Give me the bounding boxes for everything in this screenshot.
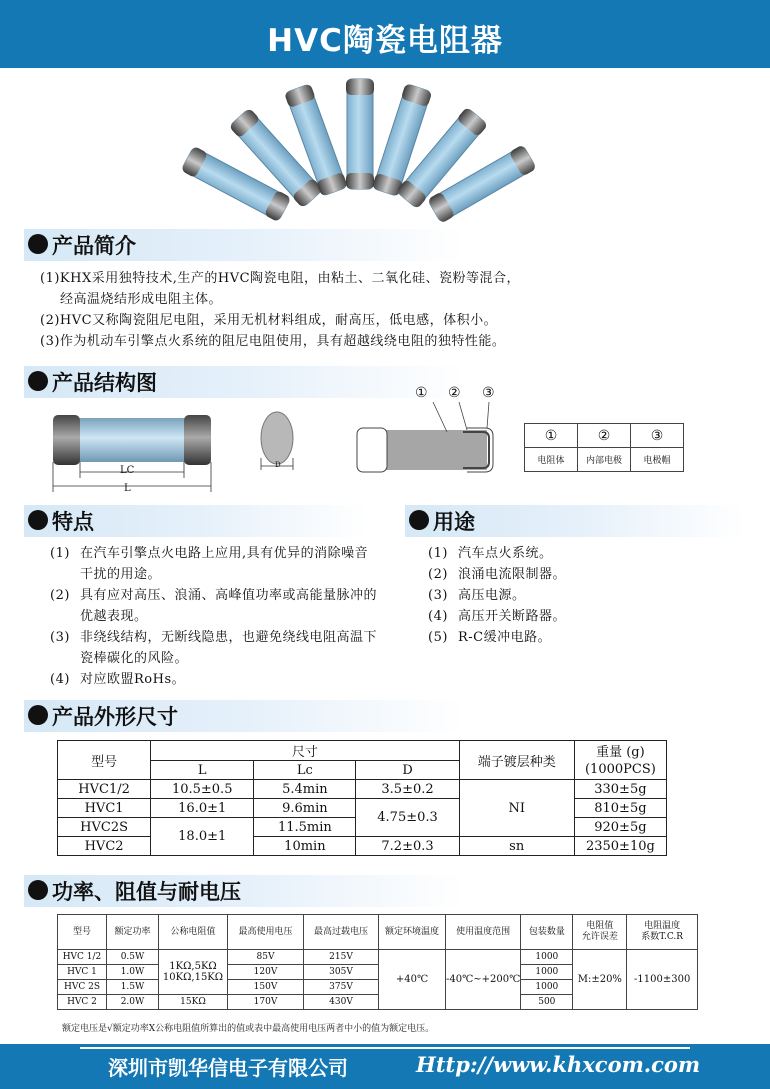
pw-cell-over-v: 305V (304, 965, 379, 980)
dim-cell-l-merged: 18.0±1 (151, 818, 254, 856)
pw-cell-power: 2.0W (107, 995, 159, 1010)
pw-header-power: 额定功率 (107, 915, 159, 950)
pw-cell-max-v: 120V (228, 965, 304, 980)
use-text: 高压电源。 (458, 588, 526, 603)
pw-header-ambient-temp: 额定环境温度 (379, 915, 446, 950)
dim-d-label: D (275, 461, 281, 469)
bullet-icon (409, 510, 429, 530)
legend-label-2: 内部电极 (578, 448, 631, 472)
footer-divider (80, 1047, 690, 1049)
pw-cell-tcr: -1100±300 (627, 950, 698, 1010)
structure-heading (24, 366, 464, 398)
pw-header-tolerance-line1: 电阻值 (586, 921, 614, 931)
feature-item-2 (50, 585, 378, 627)
use-num: (1) (428, 546, 448, 561)
use-num: (5) (428, 630, 448, 645)
use-text: 高压开关断路器。 (458, 609, 567, 624)
feature-item-3 (50, 627, 378, 669)
pw-header-tcr (627, 915, 698, 950)
page-title: HVC陶瓷电阻器 (267, 23, 503, 59)
dim-header-lc: Lc (254, 761, 356, 780)
dim-cell-model: HVC2 (58, 837, 151, 856)
power-heading (24, 875, 464, 907)
pw-cell-max-v: 85V (228, 950, 304, 965)
dim-cell-weight: 330±5g (574, 780, 666, 799)
footer-company: 深圳市凯华信电子有限公司 (108, 1056, 348, 1080)
uses-list (428, 543, 728, 648)
dimensions-heading-text: 产品外形尺寸 (52, 705, 178, 729)
use-text: 浪涌电流限制器。 (458, 567, 567, 582)
legend-label-3: 电极帽 (631, 448, 684, 472)
structure-heading-text: 产品结构图 (52, 371, 157, 395)
features-heading (24, 505, 369, 537)
feature-text: 对应欧盟RoHs。 (80, 672, 186, 687)
intro-line-1: (1)KHX采用独特技术,生产的HVC陶瓷电阻，由粘土、二氧化硅、瓷粉等混合， (40, 271, 521, 286)
dim-cell-d: 3.5±0.2 (356, 780, 459, 799)
dim-cell-weight: 920±5g (574, 818, 666, 837)
pw-cell-ambient: +40℃ (379, 950, 446, 1010)
uses-heading (405, 505, 745, 537)
use-num: (4) (428, 609, 448, 624)
dim-cell-l: 16.0±1 (151, 799, 254, 818)
dim-cell-lc: 10min (254, 837, 356, 856)
dim-cell-plating-sn: sn (459, 837, 574, 856)
use-item-1 (428, 543, 728, 564)
use-text: R-C缓冲电路。 (458, 630, 552, 645)
pw-cell-tolerance: M:±20% (573, 950, 627, 1010)
use-text: 汽车点火系统。 (458, 546, 553, 561)
pw-header-model: 型号 (58, 915, 107, 950)
dimensions-heading (24, 700, 464, 732)
bullet-icon (28, 880, 48, 900)
dim-header-weight-unit: (1000PCS) (574, 761, 666, 780)
pw-cell-max-v: 170V (228, 995, 304, 1010)
pw-cell-model: HVC 1 (58, 965, 107, 980)
pw-cell-pack: 1000 (521, 965, 573, 980)
dim-cell-l: 10.5±0.5 (151, 780, 254, 799)
use-num: (2) (428, 567, 448, 582)
pw-cell-over-v: 375V (304, 980, 379, 995)
features-heading-text: 特点 (52, 510, 94, 534)
use-item-4 (428, 606, 728, 627)
bullet-icon (28, 705, 48, 725)
resistor-4 (346, 79, 374, 189)
power-heading-text: 功率、阻值与耐电压 (52, 880, 241, 904)
use-num: (3) (428, 588, 448, 603)
dim-header-l: L (151, 761, 254, 780)
pw-cell-model: HVC 2S (58, 980, 107, 995)
cross-section-drawing (355, 402, 495, 474)
pw-cell-over-v: 430V (304, 995, 379, 1010)
footer-bar (0, 1044, 770, 1089)
pw-header-tcr-line2: 系数T.C.R (641, 932, 684, 942)
dim-cell-model: HVC1/2 (58, 780, 151, 799)
dim-cell-lc: 11.5min (254, 818, 356, 837)
power-note: 额定电压是√额定功率X公称电阻值所算出的值或表中最高使用电压两者中小的值为额定电压。 (62, 1024, 435, 1034)
dim-header-plating: 端子镀层种类 (459, 741, 574, 780)
dim-cell-model: HVC1 (58, 799, 151, 818)
marker-2: ② (448, 385, 461, 401)
dim-cell-d: 7.2±0.3 (356, 837, 459, 856)
use-item-2 (428, 564, 728, 585)
dim-lc-label: LC (120, 465, 135, 476)
dim-cell-model: HVC2S (58, 818, 151, 837)
dim-header-size: 尺寸 (151, 741, 459, 761)
pw-header-tolerance (573, 915, 627, 950)
pw-res-line2: 10KΩ,15KΩ (162, 972, 224, 983)
intro-heading (24, 229, 464, 261)
pw-header-tolerance-line2: 允许误差 (581, 932, 618, 942)
table-row (58, 837, 667, 856)
power-table (57, 914, 698, 1010)
pw-cell-power: 0.5W (107, 950, 159, 965)
table-row (58, 950, 698, 965)
pw-cell-resistance-merged (159, 950, 228, 995)
dim-cell-lc: 9.6min (254, 799, 356, 818)
intro-line-4: (3)作为机动车引擎点火系统的阻尼电阻使用，具有超越线绕电阻的独特性能。 (40, 334, 506, 349)
footer-url[interactable]: Http://www.khxcom.com (416, 1052, 701, 1077)
pw-header-max-voltage: 最高使用电压 (228, 915, 304, 950)
pw-cell-pack: 1000 (521, 980, 573, 995)
bullet-icon (28, 234, 48, 254)
dim-l-label: L (124, 483, 131, 494)
intro-text (40, 268, 520, 352)
pw-header-pack-qty: 包装数量 (521, 915, 573, 950)
marker-1: ① (415, 385, 428, 401)
table-row (58, 780, 667, 799)
intro-line-3: (2)HVC又称陶瓷阻尼电阻，采用无机材料组成，耐高压，低电感，体积小。 (40, 313, 498, 328)
table-row (58, 799, 667, 818)
pw-cell-model: HVC 1/2 (58, 950, 107, 965)
intro-heading-text: 产品简介 (52, 234, 136, 258)
dim-cell-d-merged: 4.75±0.3 (356, 799, 459, 837)
feature-num: (3) (50, 630, 70, 645)
pw-cell-resistance: 15KΩ (159, 995, 228, 1010)
dim-header-d: D (356, 761, 459, 780)
side-view-drawing (50, 412, 215, 468)
header-bar (0, 0, 770, 68)
dim-header-weight: 重量 (g) (574, 741, 666, 761)
pw-header-overload-voltage: 最高过载电压 (304, 915, 379, 950)
feature-item-1 (50, 543, 378, 585)
feature-text: 在汽车引擎点火电路上应用,具有优异的消除噪音干扰的用途。 (80, 546, 369, 582)
features-list (50, 543, 378, 690)
pw-header-tcr-line1: 电阻温度 (644, 921, 681, 931)
feature-text: 具有应对高压、浪涌、高峰值功率或高能量脉冲的优越表现。 (80, 588, 378, 624)
dim-cell-plating-ni: NI (459, 780, 574, 837)
pw-res-line1: 1KΩ,5KΩ (169, 961, 217, 972)
dim-cell-weight: 2350±10g (574, 837, 666, 856)
pw-header-resistance: 公称电阻值 (159, 915, 228, 950)
legend-num-2: ② (578, 424, 631, 448)
marker-3: ③ (482, 385, 495, 401)
pw-cell-temp-range: -40℃~+200℃ (446, 950, 521, 1010)
feature-num: (1) (50, 546, 70, 561)
legend-num-1: ① (525, 424, 578, 448)
pw-cell-pack: 1000 (521, 950, 573, 965)
pw-cell-power: 1.0W (107, 965, 159, 980)
dim-cell-weight: 810±5g (574, 799, 666, 818)
pw-cell-max-v: 150V (228, 980, 304, 995)
uses-heading-text: 用途 (433, 510, 475, 534)
pw-cell-pack: 500 (521, 995, 573, 1010)
feature-text: 非绕线结构，无断线隐患，也避免绕线电阻高温下瓷棒碳化的风险。 (80, 630, 378, 666)
intro-line-2: 经高温烧结形成电阻主体。 (60, 292, 223, 307)
bullet-icon (28, 510, 48, 530)
structure-legend-table (524, 423, 684, 472)
pw-cell-power: 1.5W (107, 980, 159, 995)
use-item-5 (428, 627, 728, 648)
feature-num: (2) (50, 588, 70, 603)
pw-cell-model: HVC 2 (58, 995, 107, 1010)
feature-item-4 (50, 669, 378, 690)
pw-header-temp-range: 使用温度范围 (446, 915, 521, 950)
product-photo (180, 72, 540, 232)
legend-label-1: 电阻体 (525, 448, 578, 472)
bullet-icon (28, 371, 48, 391)
dim-header-model: 型号 (58, 741, 151, 780)
pw-cell-over-v: 215V (304, 950, 379, 965)
dimensions-table (57, 740, 667, 856)
feature-num: (4) (50, 672, 70, 687)
dim-cell-lc: 5.4min (254, 780, 356, 799)
use-item-3 (428, 585, 728, 606)
legend-num-3: ③ (631, 424, 684, 448)
